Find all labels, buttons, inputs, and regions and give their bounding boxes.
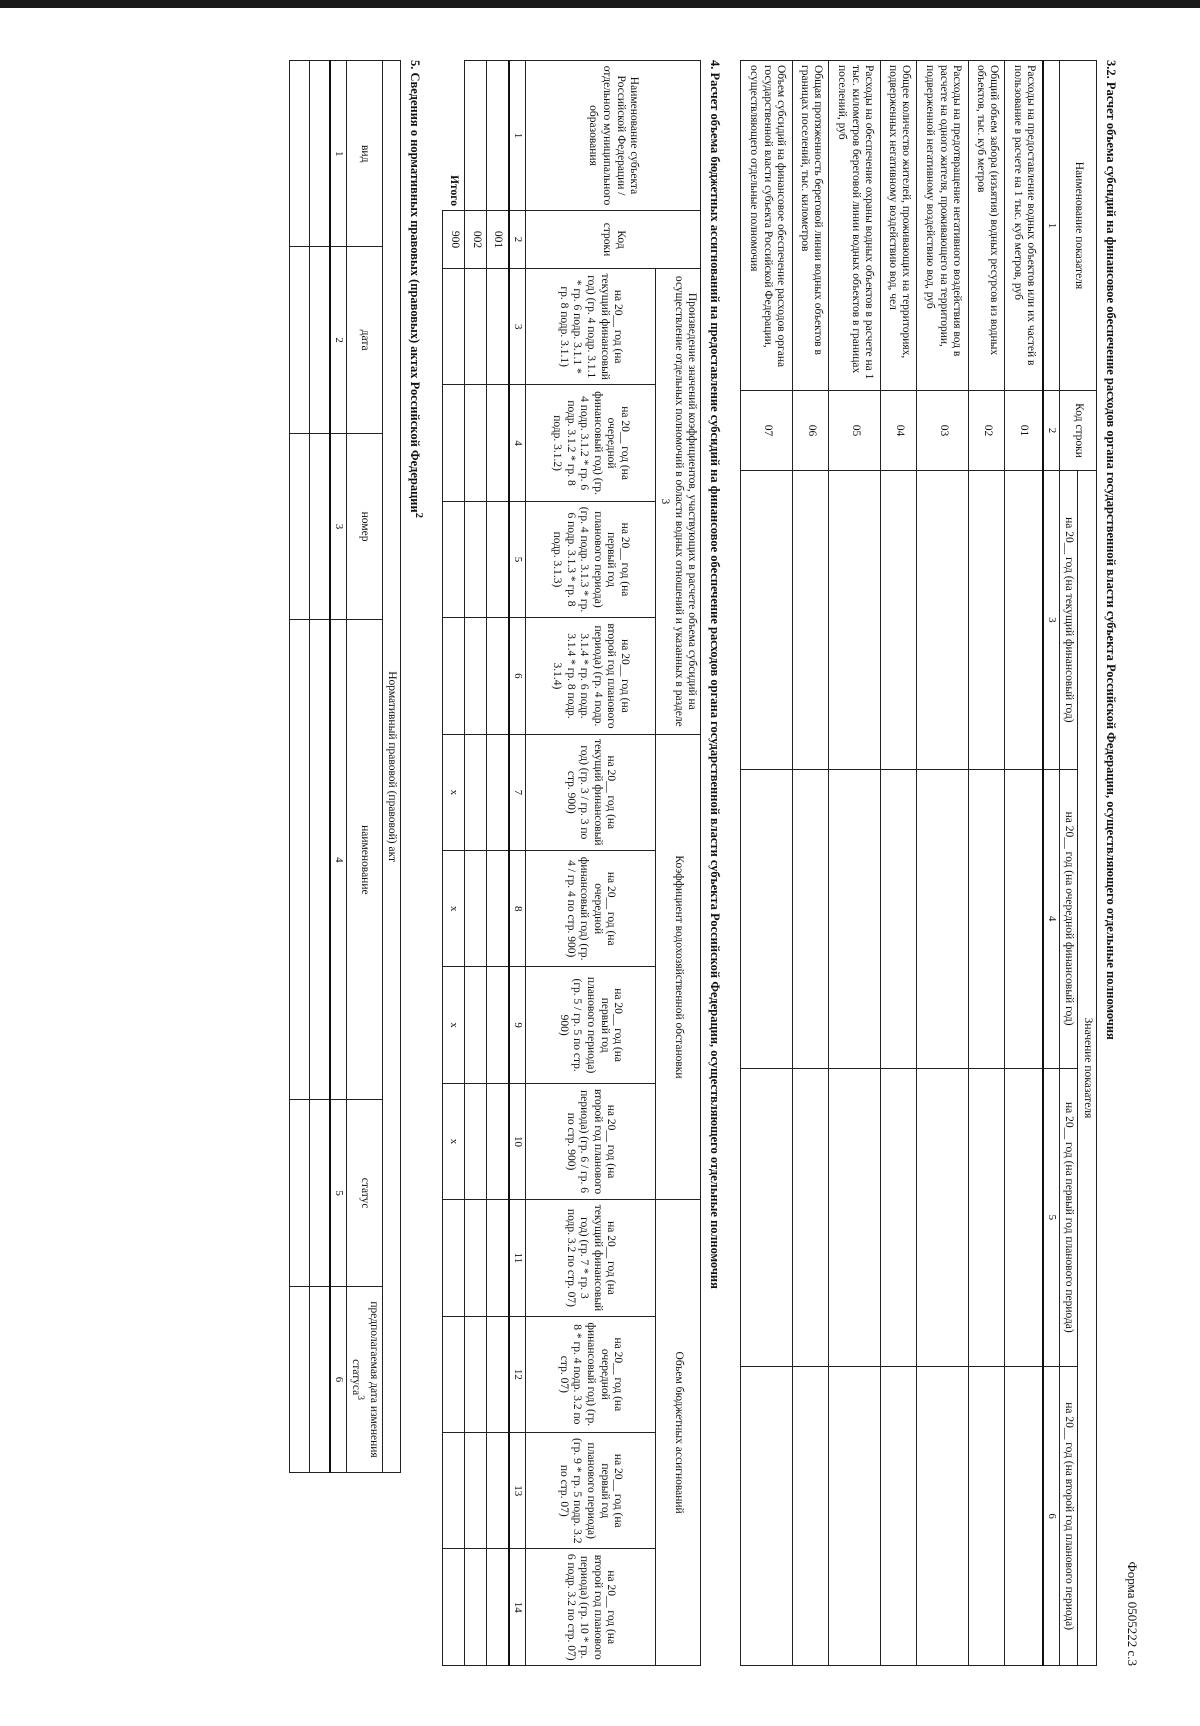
header-g2-col: на 20__ год (на первый год планового периода) (гр. 5 / гр. 5 по стр. 900) [525,967,655,1083]
value-cell[interactable] [465,1433,487,1549]
value-cell[interactable] [443,385,465,501]
value-cell[interactable] [1005,471,1043,770]
value-cell[interactable] [310,1100,330,1286]
header-coef-product: Произведение значений коэффициентов, участвующих в расчете объема субсидий на осуществление отдельных полномочий в области водных отношений и указанных в разделе 3 [655,269,701,735]
value-cell[interactable] [487,851,509,967]
value-cell[interactable] [881,1367,917,1666]
column-number-row [330,61,346,1473]
row-code: 002 [465,211,487,269]
row-name: Общее количество жителей, проживающих на территориях, подверженных негативному воздействию вод, чел [881,61,917,391]
header-g3-col: на 20__ год (на первый год планового периода) (гр. 9 * гр. 5 подр. 3.2 по стр. 07) [525,1433,655,1549]
table-row [881,61,917,1666]
value-cell[interactable] [465,851,487,967]
col-num: 6 [330,1286,346,1472]
value-cell[interactable] [881,1068,917,1367]
x-mark: x [443,734,465,850]
value-cell[interactable] [487,1549,509,1666]
header-plan-year-2: на 20__ год (на второй год планового периода) [1059,1367,1078,1666]
value-cell[interactable] [290,1286,310,1472]
header-current-year: на 20__ год (на текущий финансовый год) [1059,471,1078,770]
col-num: 13 [509,1433,525,1549]
section-3-2-table [740,60,1097,1666]
value-cell[interactable] [290,620,310,1100]
value-cell[interactable] [443,1549,465,1666]
value-cell[interactable] [465,1549,487,1666]
row-code: 01 [1005,391,1043,471]
value-cell[interactable] [443,1316,465,1432]
header-g1-col: на 20__ год (на текущий финансовый год) (гр. 4 подр. 3.1.1 * гр. 6 подр. 3.1.1 * гр. 8 подр. 3.1.1) [525,269,655,385]
col-num: 1 [509,61,525,211]
row-code: 03 [917,391,969,471]
section-4-title: 4. Расчет объема бюджетных ассигнований на предоставление субсидий на финансовое обеспечение расходов органа государственной власти субъекта Российской Федерации, осуществляющего отдельные полномочия [708,60,723,1289]
table-row [741,61,793,1666]
row-name: Расходы на обеспечение охраны водных объектов в расчете на 1 тыс. километров береговой линии водных объектов в границах поселений, руб [829,61,881,391]
header-budget-volume: Объем бюджетных ассигнований [655,1200,701,1666]
value-cell[interactable] [310,61,330,247]
footnote-mark: 3 [354,1395,366,1400]
x-mark: x [443,1083,465,1199]
value-cell[interactable] [310,1286,330,1472]
value-cell[interactable] [310,433,330,619]
value-cell[interactable] [829,1068,881,1367]
value-cell[interactable] [290,61,310,247]
value-cell[interactable] [793,471,829,770]
value-cell[interactable] [487,1083,509,1199]
col-num: 2 [330,247,346,433]
header-g2-col: на 20__ год (на текущий финансовый год) (гр. 3 / гр. 3 по стр. 900) [525,734,655,850]
value-cell[interactable] [969,1068,1005,1367]
total-row [443,61,465,1666]
row-name: Объем субсидий на финансовое обеспечение расходов органа государственной власти субъекта Российской Федерации, осуществляющего отдельные полномочия [741,61,793,391]
col-num: 4 [1043,769,1059,1068]
value-cell[interactable] [917,471,969,770]
value-cell[interactable] [487,1200,509,1316]
x-mark: x [443,851,465,967]
value-cell[interactable] [487,1316,509,1432]
value-cell[interactable] [1005,769,1043,1068]
value-cell[interactable] [741,471,793,770]
col-num: 1 [330,61,346,247]
value-cell[interactable] [290,1100,310,1286]
footnote-mark: 2 [413,512,425,518]
value-cell[interactable] [443,501,465,617]
col-num: 8 [509,851,525,967]
total-label: Итого [443,61,465,211]
col-num: 12 [509,1316,525,1432]
table-row [310,61,330,1473]
row-code: 06 [793,391,829,471]
header-row-code: Код строки [525,211,701,269]
value-cell[interactable] [741,1068,793,1367]
col-num: 4 [330,620,346,1100]
value-cell[interactable] [487,501,509,617]
col-num: 2 [509,211,525,269]
value-cell[interactable] [793,769,829,1068]
table-row [487,61,509,1666]
value-cell[interactable] [443,1200,465,1316]
value-cell[interactable] [917,1367,969,1666]
value-cell[interactable] [487,269,509,385]
col-num: 5 [1043,1068,1059,1367]
value-cell[interactable] [881,471,917,770]
col-num: 1 [1043,61,1059,391]
header-g3-col: на 20__ год (на текущий финансовый год) (гр. 7 * гр. 3 подр. 3.2 по стр. 07) [525,1200,655,1316]
value-cell[interactable] [829,1367,881,1666]
col-num: 10 [509,1083,525,1199]
value-cell[interactable] [487,734,509,850]
subject-name-cell[interactable] [465,61,487,211]
header-plan-year-1: на 20__ год (на первый год планового периода) [1059,1068,1078,1367]
value-cell[interactable] [443,618,465,734]
col-num: 5 [509,501,525,617]
col-num: 2 [1043,391,1059,471]
value-cell[interactable] [793,1068,829,1367]
header-g1-col: на 20__ год (на очередной финансовый год) (гр. 4 подр. 3.1.2 * гр. 6 подр. 3.1.2 * гр. 8 подр. 3.1.2) [525,385,655,501]
header-act-name: наименование [346,620,382,1100]
value-cell[interactable] [310,247,330,433]
value-cell[interactable] [969,769,1005,1068]
value-cell[interactable] [290,247,310,433]
header-g2-col: на 20__ год (на второй год планового периода) (гр. 6 / гр. 6 по стр. 900) [525,1083,655,1199]
col-num: 3 [330,433,346,619]
section-3-2-title: 3.2. Расчет объема субсидий на финансовое обеспечение расходов органа государственной власти субъекта Российской Федерации, осуществляющего отдельные полномочия [1104,60,1118,1040]
row-name: Общий объем забора (изъятия) водных ресурсов из водных объектов, тыс. куб метров [969,61,1005,391]
row-code: 07 [741,391,793,471]
col-num: 9 [509,967,525,1083]
x-mark: x [443,967,465,1083]
header-g3-col: на 20__ год (на второй год планового периода) (гр. 10 * гр. 6 подр. 3.2 по стр. 07) [525,1549,655,1666]
row-code: 001 [487,211,509,269]
value-cell[interactable] [465,269,487,385]
header-row-code: Код строки [1059,391,1096,471]
row-code: 02 [969,391,1005,471]
header-g1-col: на 20__ год (на первый год планового периода) (гр. 4 подр. 3.1.3 * гр. 6 подр. 3.1.3 * гр. 8 подр. 3.1.3) [525,501,655,617]
value-cell[interactable] [1005,1367,1043,1666]
col-num: 3 [509,269,525,385]
row-name: Расходы на предотвращение негативного воздействия вод в расчете на одного жителя, проживающего на территории, подверженной негативному воздействию вод, руб [917,61,969,391]
value-cell[interactable] [917,769,969,1068]
value-cell[interactable] [465,618,487,734]
row-name: Общая протяженность береговой линии водных объектов в границах поселений, тыс. километров [793,61,829,391]
value-cell[interactable] [1005,1068,1043,1367]
value-cell[interactable] [487,618,509,734]
value-cell[interactable] [465,501,487,617]
section-4-table [442,60,701,1666]
col-num: 14 [509,1549,525,1666]
value-cell[interactable] [465,1200,487,1316]
value-cell[interactable] [443,1433,465,1549]
col-num: 11 [509,1200,525,1316]
value-cell[interactable] [881,769,917,1068]
value-cell[interactable] [741,769,793,1068]
section-5-table [289,60,401,1473]
header-subject-name: Наименование субъекта Российской Федерации / отдельного муниципального образования [525,61,701,211]
table-row [917,61,969,1666]
table-row [465,61,487,1666]
section-5-title-text: 5. Сведения о нормативных правовых (правовых) актах Российской Федерации [408,60,423,513]
col-num: 7 [509,734,525,850]
value-cell[interactable] [465,385,487,501]
header-act-type: вид [346,61,382,247]
value-cell[interactable] [741,1367,793,1666]
row-code: 04 [881,391,917,471]
header-g2-col: на 20__ год (на очередной финансовый год) (гр. 4 / гр. 4 по стр. 900) [525,851,655,967]
header-g1-col: на 20__ год (на второй год планового периода) (гр. 4 подр. 3.1.4 * гр. 6 подр. 3.1.4 * гр. 8 подр. 3.1.4) [525,618,655,734]
value-cell[interactable] [917,1068,969,1367]
table-row [829,61,881,1666]
table-row [793,61,829,1666]
header-water-coef: Коэффициент водохозяйственной обстановки [655,734,701,1200]
header-indicator-value: Значение показателя [1078,471,1097,1666]
col-num: 4 [509,385,525,501]
value-cell[interactable] [465,1083,487,1199]
header-status-change-date [346,1286,382,1472]
total-code: 900 [443,211,465,269]
value-cell[interactable] [487,1433,509,1549]
form-number: Форма 0505222 с.3 [1125,1561,1140,1666]
table-row [290,61,310,1473]
value-cell[interactable] [487,385,509,501]
header-legal-act: Нормативный правовой (правовой) акт [382,61,401,1473]
value-cell[interactable] [290,433,310,619]
col-num: 6 [509,618,525,734]
value-cell[interactable] [969,1367,1005,1666]
col-num: 3 [1043,471,1059,770]
header-next-year: на 20__ год (на очередной финансовый год) [1059,769,1078,1068]
header-indicator-name: Наименование показателя [1059,61,1096,391]
value-cell[interactable] [487,967,509,1083]
col-num: 6 [1043,1367,1059,1666]
form-content [289,60,1140,1666]
section-5-title [407,60,424,1666]
table-row [969,61,1005,1666]
header-g3-col: на 20__ год (на очередной финансовый год) (гр. 8 * гр. 4 подр. 3.2 по стр. 07) [525,1316,655,1432]
header-act-status: статус [346,1100,382,1286]
row-name: Расходы на предоставление водных объектов или их частей в пользование в расчете на 1 тыс. куб метров, руб [1005,61,1043,391]
table-row [1005,61,1043,1666]
header-act-number: номер [346,433,382,619]
value-cell[interactable] [969,471,1005,770]
column-number-row [1043,61,1059,1666]
header-act-date: дата [346,247,382,433]
col-num: 5 [330,1100,346,1286]
value-cell[interactable] [310,620,330,1100]
value-cell[interactable] [829,471,881,770]
value-cell[interactable] [465,967,487,1083]
subject-name-cell[interactable] [487,61,509,211]
value-cell[interactable] [465,734,487,850]
row-code: 05 [829,391,881,471]
column-number-row [509,61,525,1666]
value-cell[interactable] [443,269,465,385]
value-cell[interactable] [829,769,881,1068]
header-status-change-text: предполагаемая дата изменения статуса [350,1301,380,1458]
value-cell[interactable] [465,1316,487,1432]
value-cell[interactable] [793,1367,829,1666]
